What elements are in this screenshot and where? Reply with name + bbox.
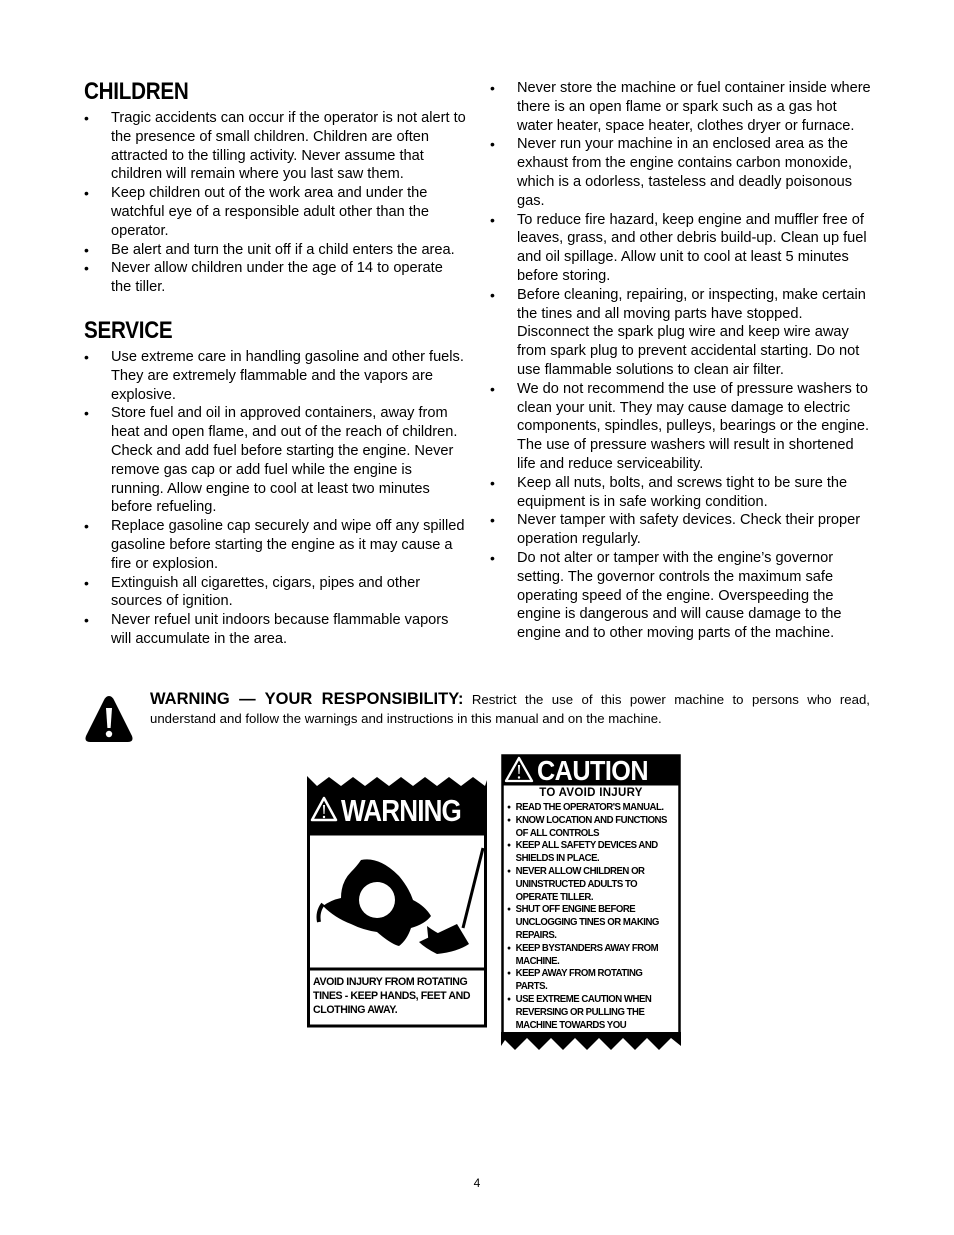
exclamation-triangle-icon — [84, 694, 134, 744]
responsibility-body: Restrict the use of this power machine to persons who read, understand and follow the warnings and instructions in this manual and on the machine. — [150, 692, 870, 726]
list-item: • Never run your machine in an enclosed area as the exhaust from the engine contains carbon monoxide, which is a odorless, tasteless and deadly poisonous gas. — [490, 135, 874, 210]
service-heading: SERVICE — [84, 316, 173, 344]
list-item: • Never tamper with safety devices. Check their proper operation regularly. — [490, 511, 874, 549]
list-item: • Never allow children under the age of 14 to operate the tiller. — [84, 259, 466, 297]
list-item: • Extinguish all cigarettes, cigars, pipes and other sources of ignition. — [84, 574, 466, 612]
list-item: • Never store the machine or fuel container inside where there is an open flame or spark such as a gas hot water heater, space heater, clothes dryer or furnace. — [490, 79, 874, 135]
list-item: ● NEVER ALLOW CHILDREN OR UNINSTRUCTED ADULTS TO OPERATE TILLER. — [507, 866, 672, 904]
caution-decal-list — [507, 802, 679, 1032]
warning-decal-caption: AVOID INJURY FROM ROTATING TINES - KEEP HANDS, FEET AND CLOTHING AWAY. — [313, 976, 471, 1016]
left-column — [84, 78, 466, 649]
list-item: ● READ THE OPERATOR'S MANUAL. — [507, 802, 672, 815]
list-item: ● SHUT OFF ENGINE BEFORE UNCLOGGING TINES OR MAKING REPAIRS. — [507, 904, 672, 942]
list-item: • Be alert and turn the unit off if a child enters the area. — [84, 241, 466, 260]
list-item: ● KEEP ALL SAFETY DEVICES AND SHIELDS IN PLACE. — [507, 840, 672, 866]
list-item: • Never refuel unit indoors because flammable vapors will accumulate in the area. — [84, 611, 466, 649]
responsibility-text — [150, 690, 870, 728]
caution-decal-title: CAUTION — [537, 755, 649, 786]
list-item: • Keep children out of the work area and under the watchful eye of a responsible adult other than the operator. — [84, 184, 466, 240]
children-heading: CHILDREN — [84, 78, 189, 105]
responsibility-heading: WARNING — YOUR RESPONSIBILITY: — [150, 690, 464, 708]
list-item: • To reduce fire hazard, keep engine and muffler free of leaves, grass, and other debris build-up. Clean up fuel and oil spillage. Allow unit to cool at least 5 minutes before storing. — [490, 211, 874, 286]
warning-decal-title: WARNING — [341, 793, 461, 828]
warning-decal — [307, 776, 487, 1028]
caution-decal-subtitle: TO AVOID INJURY — [539, 787, 643, 799]
list-item: ● KEEP BYSTANDERS AWAY FROM MACHINE. — [507, 943, 672, 969]
children-list — [84, 109, 466, 297]
list-item: • Store fuel and oil in approved containers, away from heat and open flame, and out of the reach of children. Check and add fuel before starting the engine. Never remove gas cap or add fuel while the engine is running. Allow engine to cool at least two minutes before refueling. — [84, 404, 466, 517]
page-number: 4 — [473, 1176, 481, 1190]
list-item: • Before cleaning, repairing, or inspecting, make certain the tines and all moving parts have stopped. Disconnect the spark plug wire and keep wire away from spark plug to prevent accidental starting. Do not use flammable solutions to clean air filter. — [490, 286, 874, 380]
responsibility-warning — [84, 690, 870, 750]
list-item: • Use extreme care in handling gasoline and other fuels. They are extremely flammable and the vapors are explosive. — [84, 348, 466, 404]
list-item: • Replace gasoline cap securely and wipe off any spilled gasoline before starting the engine as it may cause a fire or explosion. — [84, 517, 466, 573]
caution-decal — [501, 754, 681, 1054]
list-item: • Tragic accidents can occur if the operator is not alert to the presence of small children. Children are often attracted to the tilling activity. Never assume that children will remain where you last saw them. — [84, 109, 466, 184]
list-item: ● KNOW LOCATION AND FUNCTIONS OF ALL CONTROLS — [507, 815, 672, 841]
list-item: • We do not recommend the use of pressure washers to clean your unit. They may cause damage to electric components, spindles, pulleys, bearings or the engine. The use of pressure washers will result in shortened life and reduce serviceability. — [490, 380, 874, 474]
list-item: • Do not alter or tamper with the engine’s governor setting. The governor controls the maximum safe operating speed of the engine. Overspeeding the engine is dangerous and will cause damage to the engine and to other moving parts of the machine. — [490, 549, 874, 643]
list-item: • Keep all nuts, bolts, and screws tight to be sure the equipment is in safe working condition. — [490, 474, 874, 512]
service-list-continued — [490, 79, 874, 643]
list-item: ● KEEP AWAY FROM ROTATING PARTS. — [507, 968, 672, 994]
right-column — [490, 79, 874, 643]
service-list — [84, 348, 466, 649]
list-item: ● USE EXTREME CAUTION WHEN REVERSING OR PULLING THE MACHINE TOWARDS YOU — [507, 994, 672, 1032]
